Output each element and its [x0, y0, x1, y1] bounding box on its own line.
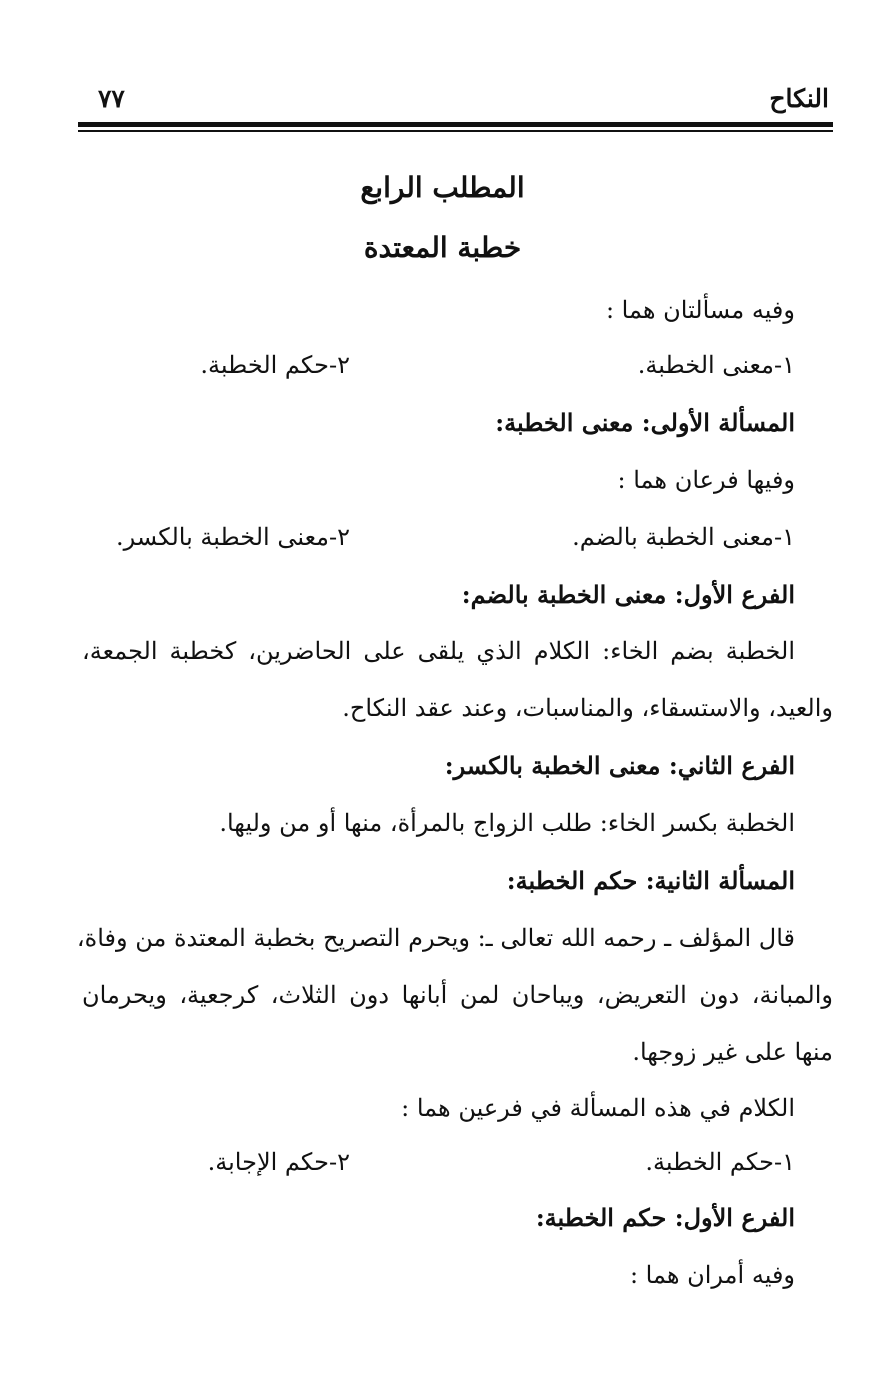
running-header	[80, 84, 833, 114]
header-rule-thin	[78, 130, 833, 132]
mas2-heading: المسألة الثانية: حكم الخطبة:	[506, 866, 795, 895]
list-item-1: ١-معنى الخطبة بالضم.	[572, 523, 795, 551]
list-item-1: ١-حكم الخطبة.	[645, 1148, 795, 1176]
intro-text: وفيه مسألتان هما :	[605, 296, 795, 324]
intro-text: الكلام في هذه المسألة في فرعين هما :	[401, 1094, 795, 1122]
quote-line: قال المؤلف ـ رحمه الله تعالى ـ: ويحرم التصريح بخطبة المعتدة من وفاة،	[76, 924, 795, 952]
far1-heading: الفرع الأول: معنى الخطبة بالضم:	[461, 580, 795, 609]
list-item-2: ٢-معنى الخطبة بالكسر.	[115, 523, 350, 551]
far2-heading: الفرع الثاني: معنى الخطبة بالكسر:	[444, 751, 795, 780]
list-item-1: ١-معنى الخطبة.	[637, 351, 795, 379]
paragraph-line: الخطبة بكسر الخاء: طلب الزواج بالمرأة، منها أو من وليها.	[219, 809, 795, 837]
quote-line: منها على غير زوجها.	[632, 1038, 833, 1066]
header-rule-thick	[78, 122, 833, 127]
list-item	[80, 345, 795, 385]
intro-text: وفيه أمران هما :	[629, 1261, 795, 1289]
paragraph-line: والعيد، والاستسقاء، والمناسبات، وعند عقد النكاح.	[342, 694, 833, 722]
list-item	[80, 1142, 795, 1182]
list-item	[80, 517, 795, 557]
header-title: النكاح	[769, 84, 829, 113]
list-item-2: ٢-حكم الإجابة.	[207, 1148, 350, 1176]
intro-text: وفيها فرعان هما :	[617, 466, 795, 494]
section-title: المطلب الرابع	[360, 171, 525, 204]
section-subtitle: خطبة المعتدة	[363, 231, 522, 264]
list-item-2: ٢-حكم الخطبة.	[200, 351, 350, 379]
far3-heading: الفرع الأول: حكم الخطبة:	[535, 1203, 795, 1232]
quote-line: والمبانة، دون التعريض، ويباحان لمن أبانها دون الثلاث، كرجعية، ويحرمان	[82, 981, 833, 1009]
mas1-heading: المسألة الأولى: معنى الخطبة:	[495, 408, 795, 437]
page-number: ٧٧	[98, 84, 125, 113]
paragraph-line: الخطبة بضم الخاء: الكلام الذي يلقى على الحاضرين، كخطبة الجمعة،	[82, 637, 795, 665]
